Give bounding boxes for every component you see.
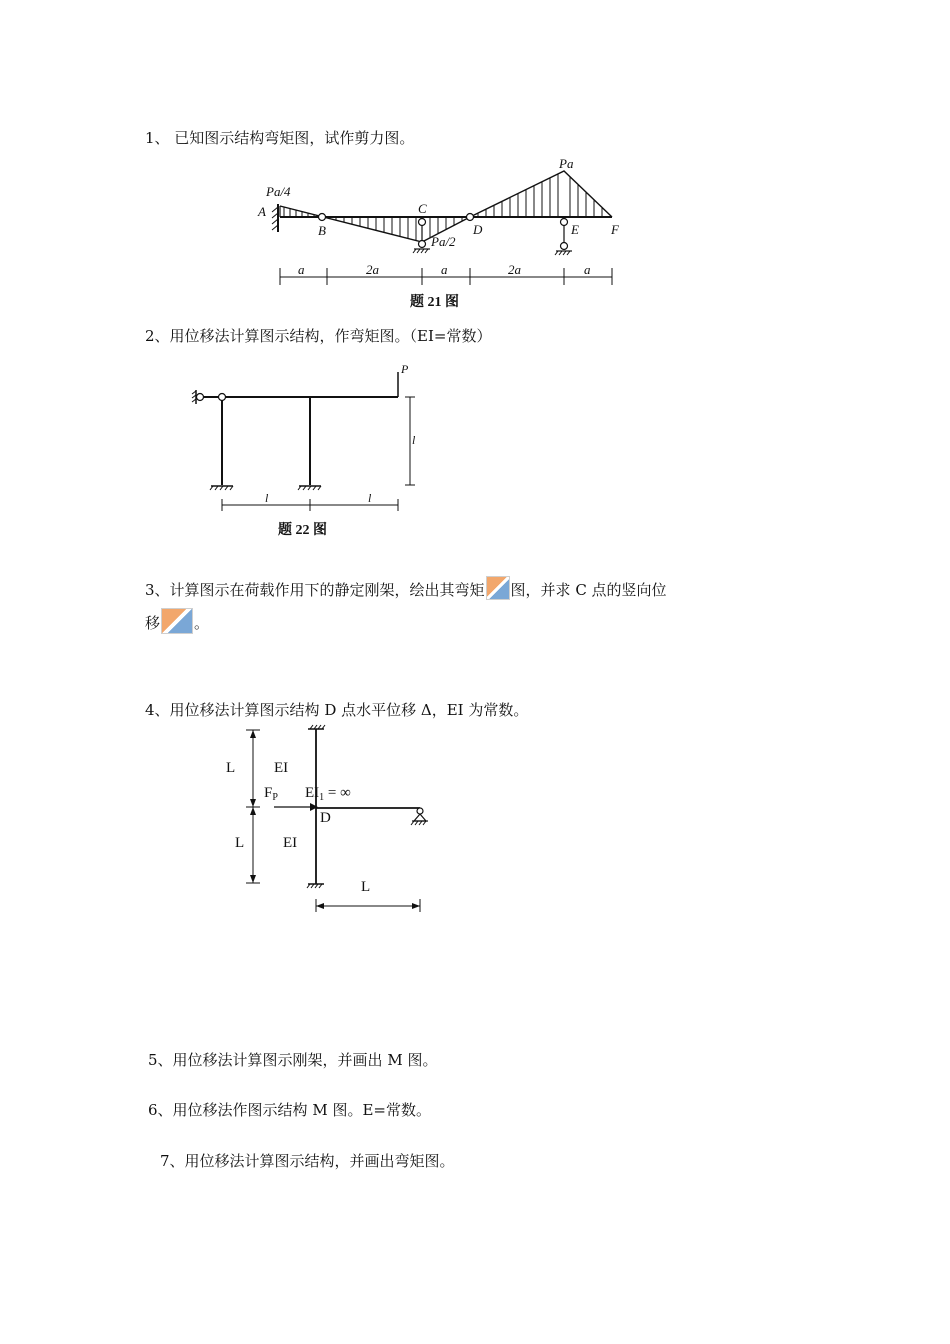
dim-4: 2a bbox=[508, 262, 521, 277]
fp-label: $F_P$ bbox=[264, 785, 278, 803]
figure-22-caption: 题 22 图 bbox=[278, 523, 327, 538]
question-3-line-2 bbox=[145, 608, 209, 634]
figure-22-frame bbox=[185, 360, 425, 545]
pin-support-right bbox=[417, 808, 423, 814]
node-e: E bbox=[571, 222, 579, 237]
node-b: B bbox=[318, 223, 326, 238]
hinge-top-left bbox=[219, 394, 226, 401]
height-label: l bbox=[412, 433, 416, 447]
dim-1: a bbox=[298, 262, 305, 277]
question-3-part-b: 图，并求 C 点的竖向位 bbox=[510, 581, 667, 599]
question-7-text: 7、用位移法计算图示结构，并画出弯矩图。 bbox=[160, 1152, 455, 1170]
roller-e-top bbox=[561, 219, 568, 226]
figure-4-frame bbox=[215, 722, 445, 917]
question-6-text: 6、用位移法作图示结构 M 图。E=常数。 bbox=[148, 1101, 431, 1119]
dim-l-top: L bbox=[226, 760, 236, 776]
figure-21-moment-diagram bbox=[250, 150, 640, 315]
question-3-line-1 bbox=[145, 576, 667, 601]
span-2-label: l bbox=[368, 491, 372, 505]
question-1-text: 1、 已知图示结构弯矩图，试作剪力图。 bbox=[145, 129, 415, 147]
hinge-b bbox=[319, 214, 326, 221]
hinge-d bbox=[467, 214, 474, 221]
ei1-label: $EI_1$ = ∞ bbox=[305, 785, 351, 803]
roller-c-top bbox=[419, 219, 426, 226]
question-3-part-d: 。 bbox=[194, 614, 210, 632]
question-3-part-a: 3、计算图示在荷载作用下的静定刚架，绘出其弯矩 bbox=[145, 581, 485, 599]
hatch-df bbox=[478, 165, 602, 220]
label-pa: Pa bbox=[559, 156, 574, 171]
node-d: D bbox=[473, 222, 483, 237]
question-5-text: 5、用位移法计算图示刚架，并画出 M 图。 bbox=[148, 1051, 438, 1069]
label-pa4: Pa/4 bbox=[266, 184, 291, 199]
dim-3: a bbox=[441, 262, 448, 277]
node-f: F bbox=[611, 222, 619, 237]
node-c: C bbox=[418, 201, 427, 216]
dim-2: 2a bbox=[366, 262, 379, 277]
dim-5: a bbox=[584, 262, 591, 277]
broken-image-icon bbox=[161, 608, 193, 634]
ei-bottom: EI bbox=[283, 835, 298, 851]
span-1-label: l bbox=[265, 491, 269, 505]
node-a: A bbox=[258, 204, 266, 219]
moment-curve bbox=[280, 171, 612, 242]
node-d: D bbox=[320, 810, 331, 826]
label-pa2: Pa/2 bbox=[431, 234, 456, 249]
ei-top: EI bbox=[274, 760, 289, 776]
dim-l-bottom: L bbox=[235, 835, 245, 851]
figure-21-caption: 题 21 图 bbox=[410, 295, 459, 310]
question-4-text: 4、用位移法计算图示结构 D 点水平位移 Δ，EI 为常数。 bbox=[145, 701, 529, 719]
broken-image-icon bbox=[486, 576, 510, 600]
question-2-text: 2、用位移法计算图示结构，作弯矩图。（EI=常数） bbox=[145, 327, 492, 345]
load-p-label: P bbox=[401, 362, 409, 376]
question-3-part-c: 移 bbox=[145, 614, 161, 632]
pin-support-left bbox=[197, 394, 204, 401]
dim-l-horizontal: L bbox=[361, 879, 371, 895]
